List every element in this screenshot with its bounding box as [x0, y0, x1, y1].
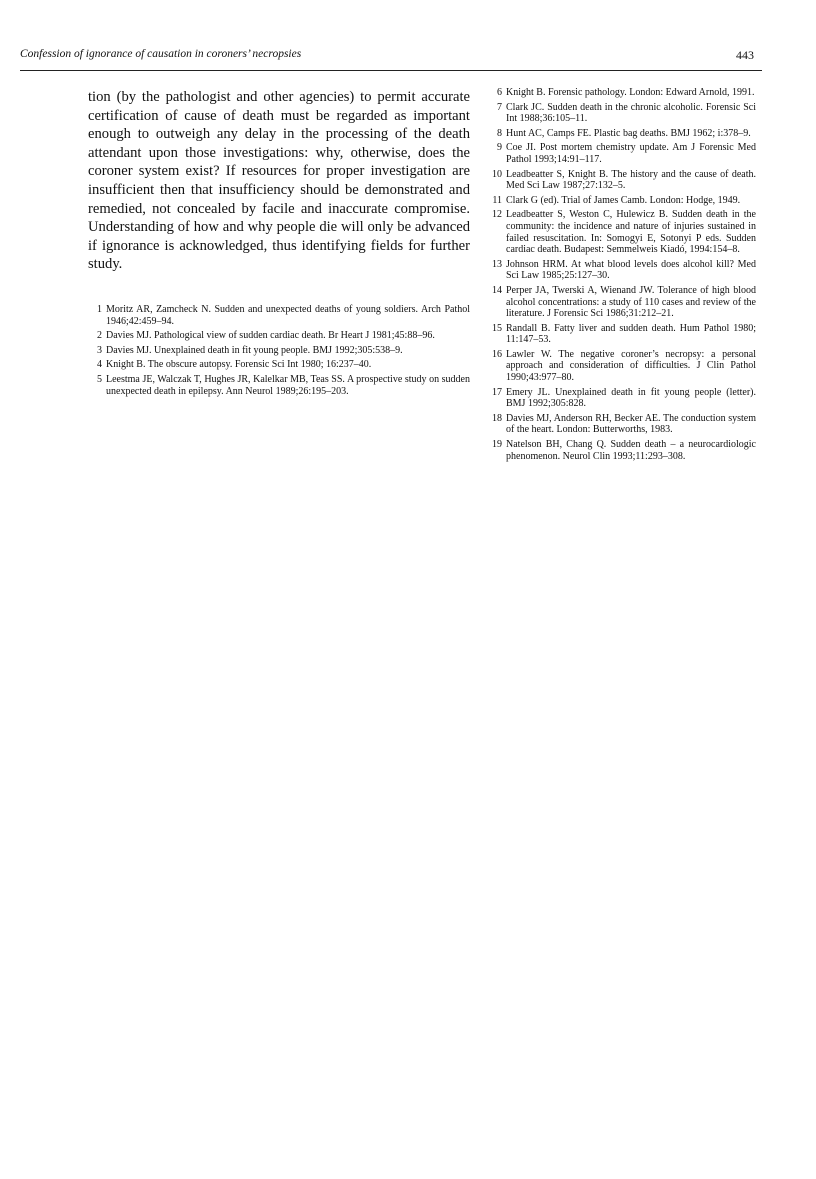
reference-number: 16 [492, 348, 502, 360]
reference-number: 2 [97, 330, 102, 342]
reference-text: Johnson HRM. At what blood levels does alcohol kill? Med Sci Law 1985;25:127–30. [506, 258, 756, 282]
reference-item [88, 304, 470, 327]
reference-item [488, 142, 756, 165]
reference-number: 4 [97, 359, 102, 371]
reference-text: Davies MJ, Anderson RH, Becker AE. The conduction system of the heart. London: Butterworths, 1983. [506, 412, 756, 436]
reference-number: 19 [492, 439, 502, 451]
reference-number: 3 [97, 344, 102, 356]
reference-item [488, 285, 756, 320]
reference-text: Coe JI. Post mortem chemistry update. Am J Forensic Med Pathol 1993;14:91–117. [506, 142, 756, 165]
page-number: 443 [736, 48, 754, 62]
reference-text: Davies MJ. Pathological view of sudden cardiac death. Br Heart J 1981;45:88–96. [106, 330, 435, 342]
reference-number: 12 [492, 209, 502, 221]
reference-item [488, 209, 756, 255]
running-header [20, 48, 780, 68]
reference-item [488, 439, 756, 462]
reference-list-left [88, 304, 470, 400]
reference-number: 5 [97, 373, 102, 385]
reference-text: Knight B. The obscure autopsy. Forensic Sci Int 1980; 16:237–40. [106, 359, 372, 371]
reference-item [88, 330, 470, 342]
reference-number: 1 [97, 304, 102, 315]
header-rule [20, 70, 762, 71]
running-title: Confession of ignorance of causation in coroners’ necropsies [20, 48, 302, 60]
reference-text: Lawler W. The negative coroner’s necropsy: a personal approach and consideration of difficulties. J Clin Pathol 1990;43:977–80. [506, 348, 756, 384]
reference-number: 7 [497, 101, 502, 113]
reference-text: Leestma JE, Walczak T, Hughes JR, Kalelkar MB, Teas SS. A prospective study on sudden unexpected death in epilepsy. Ann Neurol 1989;26:195–203. [106, 373, 470, 397]
reference-number: 13 [492, 258, 502, 270]
reference-text: Randall B. Fatty liver and sudden death. Hum Pathol 1980; 11:147–53. [506, 322, 756, 346]
reference-text: Natelson BH, Chang Q. Sudden death – a neurocardiologic phenomenon. Neurol Clin 1993;11:293–308. [506, 439, 756, 462]
reference-item [488, 169, 756, 192]
reference-item [488, 259, 756, 282]
reference-number: 6 [497, 87, 502, 98]
reference-item [488, 323, 756, 346]
reference-text: Emery JL. Unexplained death in fit young people (letter). BMJ 1992;305:828. [506, 386, 756, 410]
reference-number: 18 [492, 412, 502, 424]
reference-item [488, 387, 756, 410]
reference-text: Clark JC. Sudden death in the chronic alcoholic. Forensic Sci Int 1988;36:105–11. [506, 101, 756, 125]
reference-item [488, 349, 756, 384]
reference-number: 10 [492, 168, 502, 180]
reference-text: Perper JA, Twerski A, Wienand JW. Tolerance of high blood alcohol concentrations: a study of 110 cases and review of the literature. J Forensic Sci 1986;31:212–21. [506, 284, 756, 320]
body-paragraph: tion (by the pathologist and other agencies) to permit accurate certification of cause of death must be regarded as important enough to outweigh any delay in the processing of the death attendant upon those investigations: why, otherwise, does the coroner system exist? If resources for proper investigation are insufficient then that insufficiency should be demonstrated and remedied, not concealed by facile and inaccurate compromise. Understanding of how and why people die will only be advanced if ignorance is acknowledged, thus identifying fields for further study. [88, 89, 470, 273]
reference-number: 8 [497, 127, 502, 139]
reference-item [488, 413, 756, 436]
reference-number: 15 [492, 322, 502, 334]
reference-item [488, 128, 756, 140]
reference-text: Davies MJ. Unexplained death in fit young people. BMJ 1992;305:538–9. [106, 344, 403, 356]
reference-number: 9 [497, 142, 502, 154]
reference-list-right [488, 87, 756, 465]
reference-text: Clark G (ed). Trial of James Camb. London: Hodge, 1949. [506, 194, 741, 206]
reference-text: Hunt AC, Camps FE. Plastic bag deaths. BMJ 1962; i:378–9. [506, 127, 751, 139]
reference-item [488, 195, 756, 207]
reference-number: 11 [492, 194, 502, 206]
reference-text: Moritz AR, Zamcheck N. Sudden and unexpected deaths of young soldiers. Arch Pathol 1946;42:459–94. [106, 304, 470, 327]
reference-number: 17 [492, 386, 502, 398]
reference-number: 14 [492, 284, 502, 296]
reference-item [88, 345, 470, 357]
reference-text: Knight B. Forensic pathology. London: Edward Arnold, 1991. [506, 87, 755, 98]
reference-text: Leadbeatter S, Weston C, Hulewicz B. Sudden death in the community: the incidence and nature of injuries sustained in failed resuscitation. In: Somogyi E, Sotonyi P eds. Sudden cardiac death. Budapest: Semmelweis Kiadó, 1994:154–8. [506, 209, 756, 256]
reference-item [488, 87, 756, 99]
reference-item [88, 359, 470, 371]
reference-text: Leadbeatter S, Knight B. The history and the cause of death. Med Sci Law 1987;27:132–5. [506, 168, 756, 192]
reference-item [488, 102, 756, 125]
reference-item [88, 374, 470, 397]
